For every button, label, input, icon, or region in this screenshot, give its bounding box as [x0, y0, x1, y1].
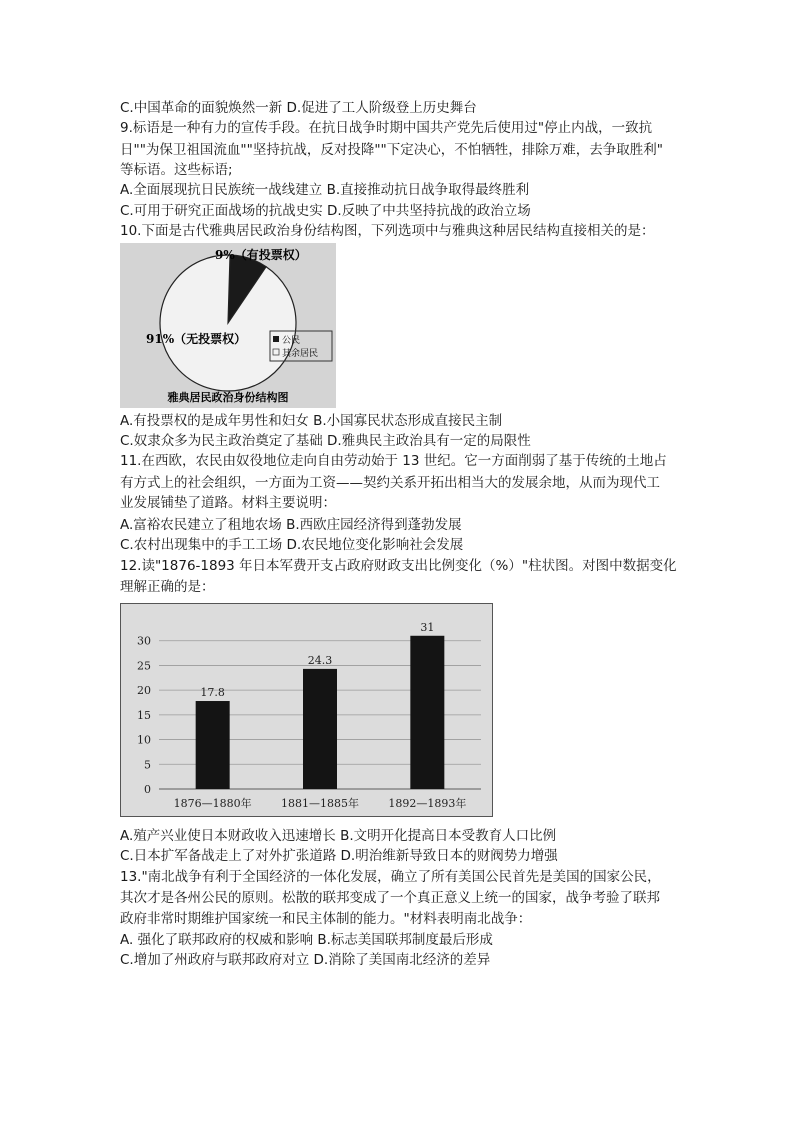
bar: [410, 636, 444, 789]
question-11-stem: 有方式上的社会组织，一方面为工资——契约关系开拓出相当大的发展余地，从而为现代工: [120, 475, 660, 491]
pie-chart: [120, 243, 336, 408]
legend-entry-others: 其余居民: [282, 349, 319, 359]
text-line: C.中国革命的面貌焕然一新 D.促进了工人阶级登上历史舞台: [120, 100, 477, 116]
bar-data-label: 24.3: [307, 653, 333, 667]
question-13-stem: 其次才是各州公民的原则。松散的联邦变成了一个真正意义上统一的国家，战争考验了联邦: [120, 890, 660, 906]
y-tick-label: 30: [137, 634, 151, 648]
y-tick-label: 5: [144, 758, 151, 772]
pie-chart-title: 雅典居民政治身份结构图: [167, 391, 289, 404]
y-tick-label: 25: [137, 659, 151, 673]
question-9-stem: 日""为保卫祖国流血""坚持抗战，反对投降""下定决心，不怕牺牲，排除万难，去争取胜利": [120, 142, 663, 158]
y-tick-label: 15: [137, 708, 151, 722]
question-13-stem: 13."南北战争有利于全国经济的一体化发展，确立了所有美国公民首先是美国的国家公民，: [120, 869, 661, 885]
question-13-options: A. 强化了联邦政府的权威和影响 B.标志美国联邦制度最后形成: [120, 932, 493, 948]
pie-chart-figure: [120, 243, 336, 408]
x-category-label: 1892—1893年: [388, 797, 467, 810]
pie-label-voting: 9%（有投票权）: [215, 248, 307, 262]
bar-chart-figure: [120, 603, 493, 817]
question-9-options: A.全面展现抗日民族统一战线建立 B.直接推动抗日战争取得最终胜利: [120, 182, 530, 198]
question-9-options: C.可用于研究正面战场的抗战史实 D.反映了中共坚持抗战的政治立场: [120, 203, 531, 219]
legend-swatch-others: [273, 349, 279, 355]
question-11-stem: 11.在西欧，农民由奴役地位走向自由劳动始于 13 世纪。它一方面削弱了基于传统的土地占: [120, 453, 667, 469]
bar-data-label: 17.8: [200, 686, 225, 700]
question-11-options: A.富裕农民建立了租地农场 B.西欧庄园经济得到蓬勃发展: [120, 517, 462, 533]
question-13-stem: 政府非常时期维护国家统一和民主体制的能力。"材料表明南北战争：: [120, 911, 532, 927]
pie-label-nonvoting: 91%（无投票权）: [146, 332, 247, 346]
question-9-stem: 等标语。这些标语;: [120, 162, 233, 178]
pie-slice-others: [160, 255, 296, 391]
x-category-label: 1881—1885年: [281, 797, 359, 810]
bar: [303, 669, 337, 789]
y-tick-label: 10: [137, 733, 151, 747]
question-12-stem: 12.读"1876-1893 年日本军费开支占政府财政支出比例变化（%）"柱状图。对图中数据变化: [120, 558, 677, 574]
x-category-label: 1876—1880年: [173, 797, 252, 810]
question-11-options: C.农村出现集中的手工工场 D.农民地位变化影响社会发展: [120, 537, 464, 553]
legend-swatch-citizens: [273, 336, 279, 342]
question-10-stem: 10.下面是古代雅典居民政治身份结构图，下列选项中与雅典这种居民结构直接相关的是：: [120, 223, 655, 239]
legend-entry-citizens: 公民: [282, 336, 301, 346]
y-tick-label: 20: [137, 684, 151, 698]
bar: [196, 701, 230, 789]
y-tick-label: 0: [144, 783, 151, 796]
question-13-options: C.增加了州政府与联邦政府对立 D.消除了美国南北经济的差异: [120, 952, 491, 968]
bar-chart: [121, 604, 492, 816]
question-12-stem: 理解正确的是：: [120, 579, 215, 595]
question-10-options: C.奴隶众多为民主政治奠定了基础 D.雅典民主政治具有一定的局限性: [120, 433, 531, 449]
question-12-options: A.殖产兴业使日本财政收入迅速增长 B.文明开化提高日本受教育人口比例: [120, 828, 557, 844]
question-11-stem: 业发展铺垫了道路。材料主要说明：: [120, 495, 336, 511]
question-9-stem: 9.标语是一种有力的宣传手段。在抗日战争时期中国共产党先后使用过"停止内战，一致抗: [120, 120, 653, 136]
bar-data-label: 31: [420, 620, 435, 634]
question-12-options: C.日本扩军备战走上了对外扩张道路 D.明治维新导致日本的财阀势力增强: [120, 848, 558, 864]
question-10-options: A.有投票权的是成年男性和妇女 B.小国寡民状态形成直接民主制: [120, 413, 503, 429]
